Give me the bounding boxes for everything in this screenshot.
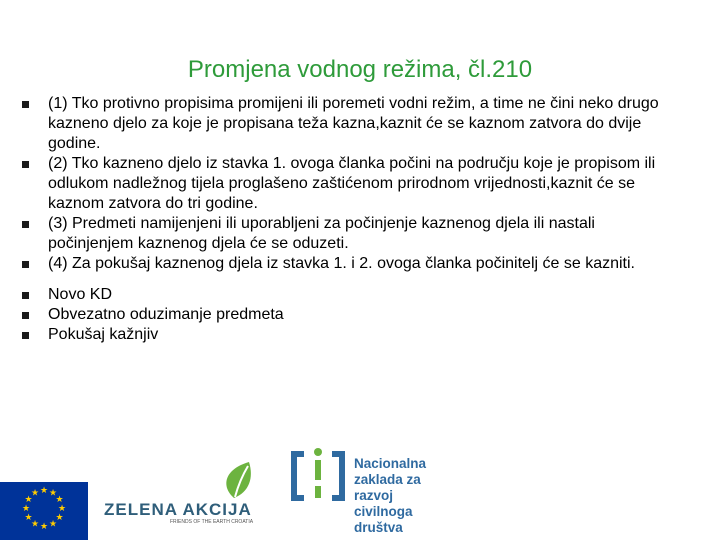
note-item <box>20 285 660 305</box>
svg-text:★: ★ <box>39 522 49 532</box>
leaf-icon <box>104 460 264 500</box>
brackets-icon <box>290 446 350 506</box>
bullet-item <box>20 254 660 274</box>
bullet-text: (4) Za pokušaj kaznenog djela iz stavka 1. i 2. ovoga članka počinitelj će se kazniti. <box>48 255 635 272</box>
svg-text:★: ★ <box>48 519 58 530</box>
bullet-text: (2) Tko kazneno djelo iz stavka 1. ovoga članka počini na području koje je propisom ili odlukom nadležnog tijela proglašeno zaštićenom prirodnom vrijednosti,kaznit će se kaznom zatvora do tri godine. <box>48 155 656 212</box>
bullet-text: (3) Predmeti namijenjeni ili uporabljeni za počinjenje kaznenog djela ili nastali počinjenjem kaznenog djela će se oduzeti. <box>48 215 595 252</box>
logo-line: civilnoga <box>354 504 413 519</box>
square-bullet-icon <box>22 261 29 268</box>
eu-stars-icon <box>0 482 88 540</box>
svg-text:★: ★ <box>30 519 40 530</box>
logo-line: društva <box>354 520 403 535</box>
zelena-akcija-name: ZELENA AKCIJA <box>104 500 252 519</box>
bullet-item <box>20 94 660 154</box>
note-text: Novo KD <box>48 286 113 303</box>
svg-text:★: ★ <box>24 495 33 505</box>
note-item <box>20 305 660 325</box>
bullet-list <box>20 94 660 345</box>
square-bullet-icon <box>22 221 29 228</box>
svg-text:★: ★ <box>21 504 31 514</box>
logo-line: razvoj <box>354 488 394 503</box>
zelena-akcija-subtitle: FRIENDS OF THE EARTH CROATIA <box>170 519 254 525</box>
logo-line: Nacionalna <box>354 456 427 471</box>
svg-text:★: ★ <box>39 486 49 496</box>
square-bullet-icon <box>22 312 29 319</box>
bullet-item <box>20 154 660 214</box>
eu-flag-logo <box>0 482 88 540</box>
spacer <box>20 274 660 285</box>
square-bullet-icon <box>22 161 29 168</box>
square-bullet-icon <box>22 101 29 108</box>
svg-text:★: ★ <box>24 513 33 523</box>
square-bullet-icon <box>22 332 29 339</box>
svg-text:★: ★ <box>57 504 67 514</box>
square-bullet-icon <box>22 292 29 299</box>
note-text: Obvezatno oduzimanje predmeta <box>48 306 284 323</box>
note-text: Pokušaj kažnjiv <box>48 326 159 343</box>
bullet-item <box>20 214 660 254</box>
svg-text:★: ★ <box>48 488 58 499</box>
nacionalna-zaklada-logo <box>290 446 490 540</box>
zelena-akcija-logo <box>104 460 264 530</box>
svg-text:★: ★ <box>55 513 64 523</box>
svg-text:★: ★ <box>30 488 40 499</box>
slide-title: Promjena vodnog režima, čl.210 <box>187 56 533 83</box>
nacionalna-zaklada-name <box>354 456 494 536</box>
logo-line: zaklada za <box>354 472 421 487</box>
svg-text:★: ★ <box>55 495 64 505</box>
bullet-text: (1) Tko protivno propisima promijeni ili poremeti vodni režim, a time ne čini neko drugo kazneno djelo za koje je propisana teža kazna,kaznit će se kaznom zatvora do dvije godine. <box>48 95 659 152</box>
note-item <box>20 325 660 345</box>
